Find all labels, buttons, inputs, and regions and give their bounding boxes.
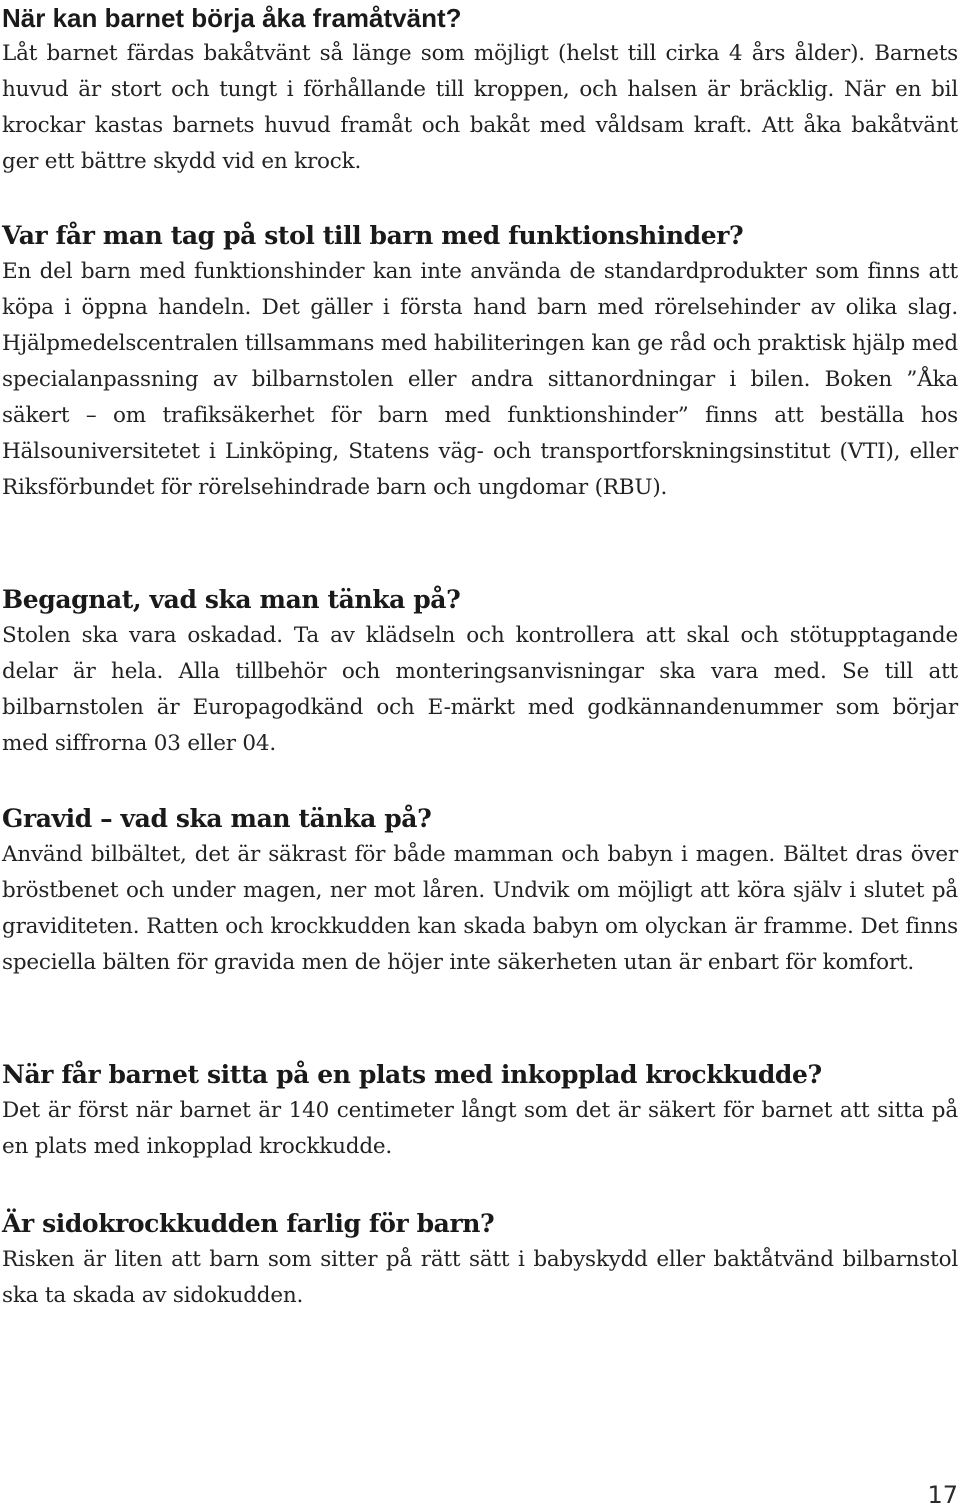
section-sidokrockkudde: [2, 1206, 958, 1314]
section-body: Stolen ska vara oskadad. Ta av klädseln och kontrollera att skal och stötupptagande delar är hela. Alla tillbehör och monteringsanvisningar ska vara med. Se till att bilbarnstolen är Europagodkänd och E-märkt med godkännandenummer som börjar med siffrorna 03 eller 04.: [2, 623, 958, 756]
section-body: Använd bilbältet, det är säkrast för både mamman och babyn i magen. Bältet dras över bröstbenet och under magen, ner mot låren. Undvik om möjligt att köra själv i slutet på graviditeten. Ratten och krockkudden kan skada babyn om olyckan är framme. Det finns speciella bälten för gravida men de höjer inte säkerheten utan är enbart för komfort.: [2, 842, 958, 975]
section-begagnat: [2, 582, 958, 762]
section-framatvant: [2, 0, 958, 180]
section-heading: Gravid – vad ska man tänka på?: [2, 804, 432, 833]
section-funktionshinder: [2, 218, 958, 506]
section-gravid: [2, 801, 958, 981]
section-body: Risken är liten att barn som sitter på rätt sätt i babyskydd eller baktåtvänd bilbarnstol ska ta skada av sidokudden.: [2, 1247, 958, 1308]
section-body: Det är först när barnet är 140 centimeter långt som det är säkert för barnet att sitta på en plats med inkopplad krockkudde.: [2, 1098, 958, 1159]
page-number: 17: [927, 1481, 958, 1509]
section-heading: När får barnet sitta på en plats med inkopplad krockkudde?: [2, 1060, 822, 1089]
section-body: Låt barnet färdas bakåtvänt så länge som möjligt (helst till cirka 4 års ålder). Barnets huvud är stort och tungt i förhållande till kroppen, och halsen är bräcklig. När en bil krockar kastas barnets huvud framåt och bakåt med våldsam kraft. Att åka bakåtvänt ger ett bättre skydd vid en krock.: [2, 41, 958, 174]
section-heading: Var får man tag på stol till barn med funktionshinder?: [2, 221, 744, 250]
section-heading: Är sidokrockkudden farlig för barn?: [2, 1209, 495, 1238]
section-heading: När kan barnet börja åka framåtvänt?: [2, 3, 462, 33]
section-body: En del barn med funktionshinder kan inte använda de standardprodukter som finns att köpa i öppna handeln. Det gäller i första hand barn med rörelsehinder av olika slag. Hjälpmedelscentralen tillsammans med habiliteringen kan ge råd och praktisk hjälp med specialanpassning av bilbarnstolen eller andra sittanordningar i bilen. Boken ”Åka säkert – om trafiksäkerhet för barn med funktionshinder” finns att beställa hos Hälsouniversitetet i Linköping, Statens väg- och transportforskningsinstitut (VTI), eller Riksförbundet för rörelsehindrade barn och ungdomar (RBU).: [2, 259, 958, 500]
section-heading: Begagnat, vad ska man tänka på?: [2, 585, 461, 614]
section-krockkudde: [2, 1057, 958, 1165]
